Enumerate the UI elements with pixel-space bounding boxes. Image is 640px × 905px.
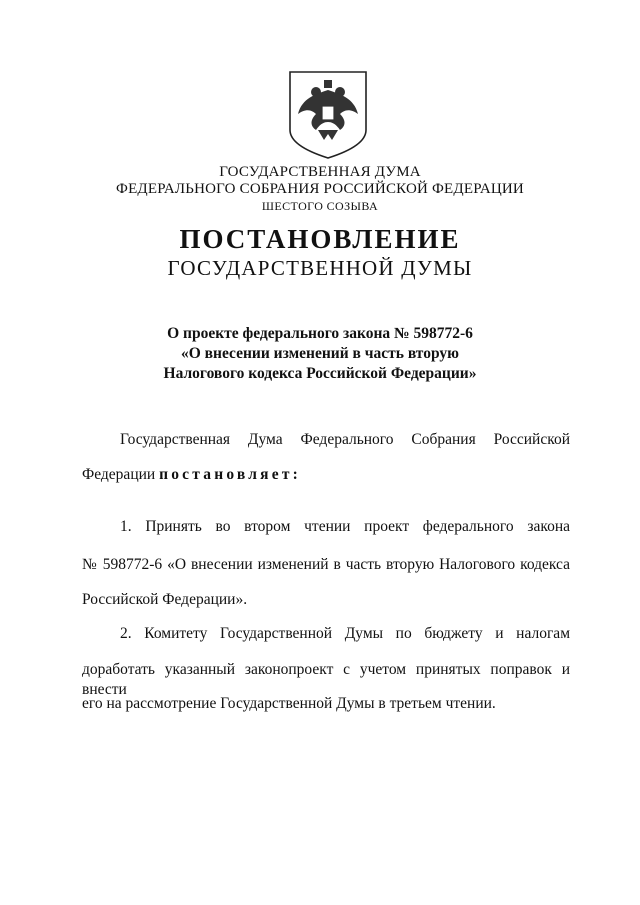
item2-line3: его на рассмотрение Государственной Думы в третьем чтении. xyxy=(82,695,496,712)
preamble-line1: Государственная Дума Федерального Собрания Российской xyxy=(120,431,570,448)
document-subject xyxy=(0,324,640,384)
preamble-line2 xyxy=(82,465,570,485)
item2-line2: доработать указанный законопроект с учетом принятых поправок и внести xyxy=(82,661,570,698)
org-name-line2: ФЕДЕРАЛЬНОГО СОБРАНИЯ РОССИЙСКОЙ ФЕДЕРАЦИИ xyxy=(116,181,524,197)
item1-line3: Российской Федерации». xyxy=(82,591,248,608)
document-type: ПОСТАНОВЛЕНИЕ xyxy=(179,224,461,254)
item2-line1: 2. Комитету Государственной Думы по бюджету и налогам xyxy=(120,625,570,642)
subject-line1: О проекте федерального закона № 598772-6 xyxy=(167,325,473,342)
org-name-line1: ГОСУДАРСТВЕННАЯ ДУМА xyxy=(219,164,421,180)
item1-line1: 1. Принять во втором чтении проект федерального закона xyxy=(120,518,570,535)
convocation: ШЕСТОГО СОЗЫВА xyxy=(261,199,379,213)
decree-verb: постановляет: xyxy=(159,466,301,483)
document-issuer: ГОСУДАРСТВЕННОЙ ДУМЫ xyxy=(167,256,473,280)
preamble-start: Федерации xyxy=(82,466,156,483)
subject-line2: «О внесении изменений в часть вторую xyxy=(181,345,459,362)
item1-line2: № 598772-6 «О внесении изменений в часть вторую Налогового кодекса xyxy=(82,556,570,573)
russian-coat-of-arms-icon xyxy=(286,68,370,160)
subject-line3: Налогового кодекса Российской Федерации» xyxy=(163,365,477,382)
